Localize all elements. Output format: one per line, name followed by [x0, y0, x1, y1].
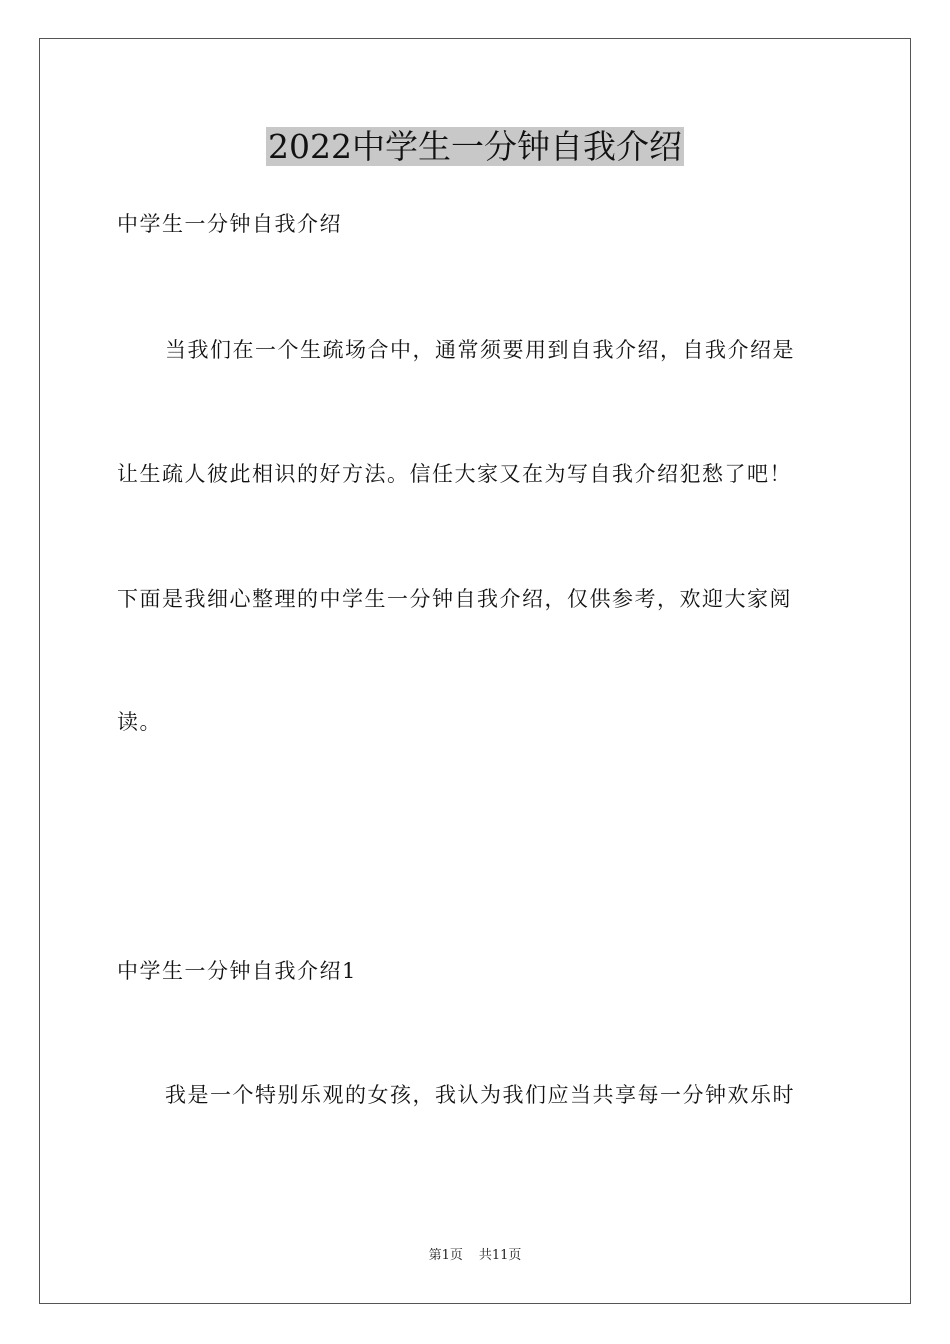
paragraph-line: 当我们在一个生疏场合中，通常须要用到自我介绍，自我介绍是: [165, 338, 795, 362]
paragraph-line: 下面是我细心整理的中学生一分钟自我介绍，仅供参考，欢迎大家阅: [117, 587, 792, 611]
paragraph-line: 我是一个特别乐观的女孩，我认为我们应当共享每一分钟欢乐时: [165, 1083, 795, 1107]
paragraph-line: 读。: [117, 710, 162, 734]
document-title-text: 2022中学生一分钟自我介绍: [268, 127, 682, 166]
page-number-total: 共11页: [478, 1248, 522, 1263]
page-footer: [0, 1247, 950, 1265]
page-number-current: 第1页: [428, 1248, 463, 1263]
document-title: [0, 125, 950, 169]
paragraph-line: 让生疏人彼此相识的好方法。信任大家又在为写自我介绍犯愁了吧！: [117, 462, 792, 486]
section-heading: 中学生一分钟自我介绍1: [117, 959, 357, 983]
document-subtitle: 中学生一分钟自我介绍: [117, 212, 342, 236]
